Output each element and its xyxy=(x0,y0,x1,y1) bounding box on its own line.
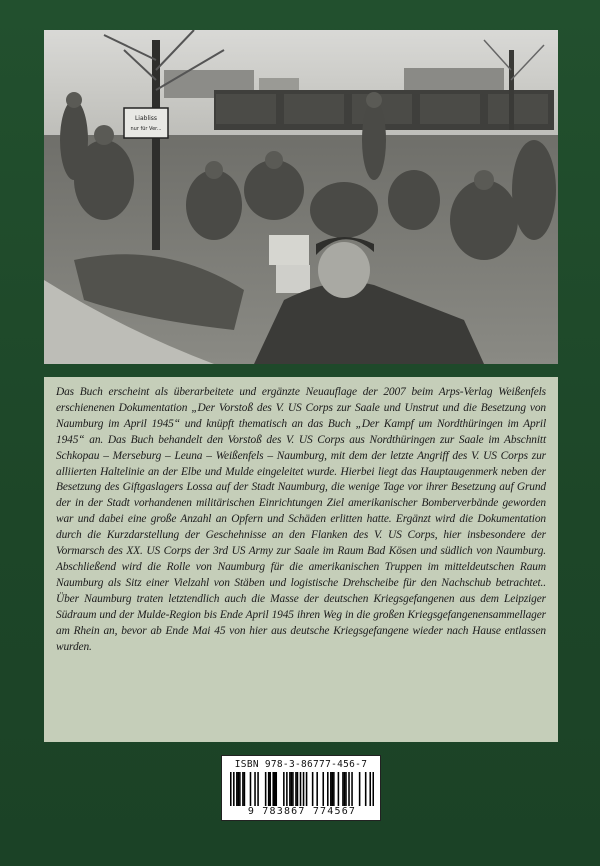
barcode-bar xyxy=(292,772,294,806)
barcode-bar xyxy=(269,772,271,806)
barcode-bar xyxy=(330,772,332,806)
barcode-bar xyxy=(332,772,334,806)
barcode xyxy=(230,772,374,806)
blurb-text: Das Buch erscheint als überarbeitete und ergänzte Neuauflage der 2007 beim Arps-Verlag Weißenfels erschienenen Dokumentation „Der Vorstoß des V. US Corps zur Saale und Unstrut und die Besetzung von Naumburg im April 1945“ und knüpft thematisch an das Buch „Der Kampf um Nordthüringen im April 1945“ an. Das Buch behandelt den Vorstoß des V. US Corps aus Nordthüringen zur Saale im Abschnitt Schkopau – Merseburg – Leuna – Weißenfels – Naumburg, mit dem der letzte Angriff des V. US Corps zur alliierten Haltelinie an der Elbe und Mulde eingeleitet wurde. Hierbei liegt das Hauptaugenmerk neben der Besetzung des Giftgaslagers Lossa auf der Stadt Naumburg, die wenige Tage vor ihrer Besetzung auf Grund der in der Stadt vorhandenen militärischen Einrichtungen Ziel amerikanischer Bomberverbände geworden war und dabei eine große Anzahl an Opfern und Schäden erlitten hatte. Ergänzt wird die Dokumentation durch die Kurzdarstellung der Geschehnisse an den Flanken des V. US Corps, hier insbesondere der Vormarsch des XX. US Corps der 3rd US Army zur Saale im Raum Bad Kösen und südlich von Naumburg. Abschließend wird die Rolle von Naumburg für die amerikanischen Truppen im mitteldeutschen Raum Naumburg als Sitz einer Vielzahl von Stäben und logistische Drehscheibe für den Nachschub betrachtet.. Über Naumburg traten letztendlich auch die Masse der deutschen Kriegsgefangenen aus dem Leipziger Südraum und der Mulde-Region bis Ende April 1945 ihren Weg in die großen Kriegsgefangenensammellager am Rhein an, bevor ab Ende Mai 45 von hier aus deutsche Kriegsgefangene wieder nach Hause entlassen wurden. xyxy=(56,386,546,653)
barcode-bar xyxy=(244,772,246,806)
barcode-bar xyxy=(300,772,302,806)
barcode-bar xyxy=(236,772,238,806)
barcode-bar xyxy=(372,772,374,806)
barcode-bar xyxy=(333,772,335,806)
isbn-barcode-box xyxy=(221,755,381,821)
barcode-bar xyxy=(322,772,324,806)
barcode-bar xyxy=(286,772,288,806)
barcode-bar xyxy=(345,772,347,806)
barcode-bar xyxy=(268,772,270,806)
barcode-bar xyxy=(369,772,371,806)
barcode-bar xyxy=(230,772,232,806)
sign-text-1: Liabliss xyxy=(134,115,158,122)
barcode-bar xyxy=(342,772,344,806)
barcode-bar xyxy=(312,772,314,806)
barcode-bar xyxy=(250,772,252,806)
barcode-bar xyxy=(306,772,308,806)
barcode-bar xyxy=(359,772,361,806)
barcode-bar xyxy=(365,772,367,806)
barcode-bar xyxy=(291,772,293,806)
barcode-bar xyxy=(272,772,274,806)
barcode-digits: 9 783867 774567 xyxy=(247,806,357,817)
barcode-bar xyxy=(274,772,276,806)
sign-text-2: nur für Ver... xyxy=(130,126,162,132)
barcode-bar xyxy=(254,772,256,806)
barcode-bar xyxy=(348,772,350,806)
barcode-bar xyxy=(239,772,241,806)
barcode-bar xyxy=(303,772,305,806)
barcode-bar xyxy=(238,772,240,806)
barcode-bar xyxy=(257,772,259,806)
cover-photo xyxy=(44,30,558,364)
barcode-bar xyxy=(265,772,267,806)
barcode-bar xyxy=(297,772,299,806)
blurb-panel xyxy=(44,377,558,742)
barcode-bar xyxy=(283,772,285,806)
barcode-bar xyxy=(316,772,318,806)
barcode-bar xyxy=(275,772,277,806)
barcode-bar xyxy=(289,772,291,806)
barcode-bar xyxy=(295,772,297,806)
barcode-bar xyxy=(242,772,244,806)
barcode-bar xyxy=(338,772,340,806)
barcode-bar xyxy=(344,772,346,806)
prisoners-photo-illustration xyxy=(44,30,558,364)
barcode-bar xyxy=(233,772,235,806)
isbn-label: ISBN 978-3-86777-456-7 xyxy=(234,759,368,770)
barcode-bar xyxy=(327,772,329,806)
barcode-bar xyxy=(351,772,353,806)
